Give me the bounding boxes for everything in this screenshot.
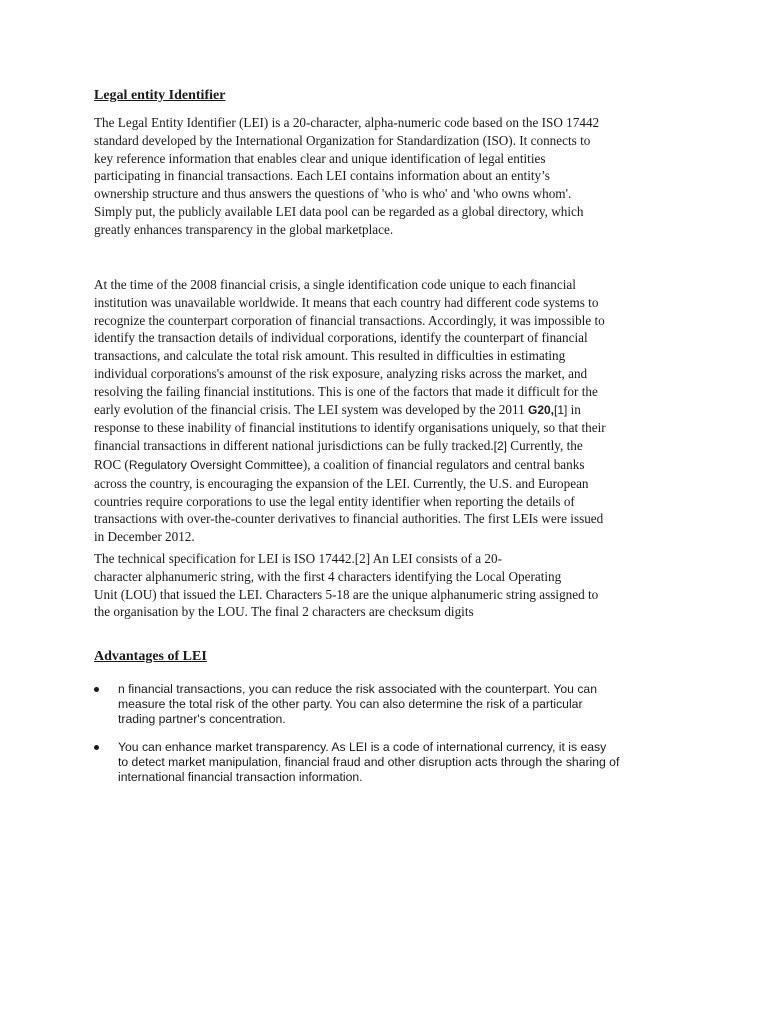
history-line: identify the transaction details of individual corporations, identify the counterpart of financial bbox=[94, 330, 588, 346]
bullet-icon bbox=[94, 687, 99, 692]
history-line bbox=[94, 456, 684, 475]
history-line: institution was unavailable worldwide. It means that each country had different code systems to bbox=[94, 294, 599, 310]
g20-term: G20, bbox=[527, 402, 554, 417]
history-line: At the time of the 2008 financial crisis, a single identification code unique to each financial bbox=[94, 277, 576, 292]
intro-paragraph bbox=[94, 114, 684, 239]
list-item-line: n financial transactions, you can reduce the risk associated with the counterpart. You can bbox=[118, 682, 597, 696]
list-item-text bbox=[118, 740, 694, 785]
intro-line: greatly enhances transparency in the global marketplace. bbox=[94, 221, 394, 237]
intro-line: The Legal Entity Identifier (LEI) is a 20-character, alpha-numeric code based on the ISO 17442 bbox=[94, 115, 600, 130]
history-line: response to these inability of financial institutions to identify organisations uniquely, so that their bbox=[94, 420, 606, 436]
spec-line: The technical specification for LEI is ISO 17442.[2] An LEI consists of a 20- bbox=[94, 551, 502, 566]
history-line: across the country, is encouraging the expansion of the LEI. Currently, the U.S. and European bbox=[94, 475, 589, 491]
list-item-line: You can enhance market transparency. As LEI is a code of international currency, it is easy bbox=[118, 740, 607, 754]
section-heading-lei: Legal entity Identifier bbox=[94, 88, 226, 103]
history-text: Currently, the bbox=[507, 438, 583, 454]
history-text: ROC ( bbox=[94, 456, 129, 472]
history-text: in bbox=[567, 401, 581, 417]
list-item-line: trading partner's concentration. bbox=[118, 712, 286, 726]
citation-link-2[interactable]: [2] bbox=[493, 439, 507, 454]
spec-line: Unit (LOU) that issued the LEI. Characters 5-18 are the unique alphanumeric string assigned to bbox=[94, 586, 599, 602]
history-paragraph bbox=[94, 276, 684, 546]
history-line: individual corporations's amounst of the risk exposure, analyzing risks across the market, and bbox=[94, 365, 588, 381]
intro-line: ownership structure and thus answers the questions of 'who is who' and 'who owns whom'. bbox=[94, 186, 572, 202]
history-line: transactions, and calculate the total risk amount. This resulted in difficulties in estimating bbox=[94, 348, 566, 364]
history-line: countries require corporations to use the legal entity identifier when reporting the details of bbox=[94, 493, 575, 509]
spec-line: the organisation by the LOU. The final 2 characters are checksum digits bbox=[94, 604, 474, 620]
list-item-line: international financial transaction information. bbox=[118, 770, 363, 784]
intro-line: standard developed by the International Organization for Standardization (ISO). It connects to bbox=[94, 132, 591, 148]
citation-link-1[interactable]: [1] bbox=[554, 402, 568, 417]
list-item bbox=[94, 740, 694, 785]
spec-paragraph bbox=[94, 550, 684, 621]
section-heading-advantages: Advantages of LEI bbox=[94, 649, 207, 664]
list-item bbox=[94, 682, 694, 727]
history-text: financial transactions in different national jurisdictions can be fully tracked. bbox=[94, 438, 494, 454]
history-line: in December 2012. bbox=[94, 529, 195, 545]
intro-line: Simply put, the publicly available LEI data pool can be regarded as a global directory, which bbox=[94, 203, 584, 219]
history-line: recognize the counterpart corporation of financial transactions. Accordingly, it was impossible to bbox=[94, 312, 605, 328]
roc-term: Regulatory Oversight Committee bbox=[128, 457, 303, 472]
list-item-line: to detect market manipulation, financial fraud and other disruption acts through the sharing of bbox=[118, 755, 620, 769]
intro-line: participating in financial transactions. Each LEI contains information about an entity’s bbox=[94, 168, 550, 184]
intro-line: key reference information that enables clear and unique identification of legal entities bbox=[94, 150, 546, 166]
history-line: transactions with over-the-counter derivatives to financial authorities. The first LEIs were issued bbox=[94, 511, 604, 527]
spec-line: character alphanumeric string, with the first 4 characters identifying the Local Operating bbox=[94, 568, 562, 584]
bullet-icon bbox=[94, 745, 99, 750]
history-line bbox=[94, 401, 684, 420]
advantages-list bbox=[94, 682, 694, 798]
history-text: early evolution of the financial crisis. The LEI system was developed by the 2011 bbox=[94, 401, 528, 417]
list-item-line: measure the total risk of the other party. You can also determine the risk of a particular bbox=[118, 697, 583, 711]
history-text: ), a coalition of financial regulators and central banks bbox=[302, 456, 585, 472]
history-line bbox=[94, 437, 684, 456]
history-line: resolving the failing financial institutions. This is one of the factors that made it difficult for the bbox=[94, 383, 598, 399]
list-item-text bbox=[118, 682, 694, 727]
